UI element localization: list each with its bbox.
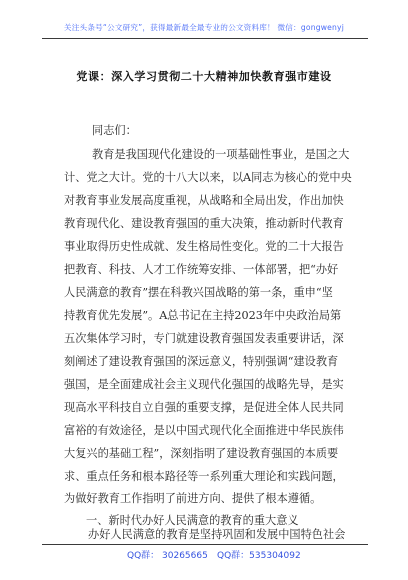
body-line: 持教育优先发展”。A总书记在主持2023年中央政治局第: [64, 309, 342, 322]
body-line: 计、党之大计。党的十八大以来，以A同志为核心的党中央: [64, 171, 352, 184]
section-heading: 一、新时代办好人民满意的教育的重大意义: [86, 514, 299, 527]
body-line: 为做好教育工作指明了前进方向、提供了根本遵循。: [64, 492, 322, 505]
body-line: 事业取得历史性成就、发生格局性变化。党的二十大报告: [64, 240, 344, 253]
body-line: 强国，是全面建成社会主义现代化强国的战略先导，是实: [64, 378, 344, 391]
qq-group-2: QQ群：535304092: [217, 551, 301, 561]
body-line: 五次集体学习时，专门就建设教育强国发表重要讲话，深: [64, 332, 344, 345]
body-line: 富裕的有效途径，是以中国式现代化全面推进中华民族伟: [64, 424, 344, 437]
promo-header: 关注头条号“公文研究”，获得最新最全最专业的公文资料库！ 微信：gongwenyj: [63, 23, 345, 32]
body-line: 教育是我国现代化建设的一项基础性事业，是国之大: [92, 148, 350, 161]
body-line: 刻阐述了建设教育强国的深远意义，特别强调“建设教育: [64, 355, 339, 368]
document-title: 党课：深入学习贯彻二十大精神加快教育强市建设: [76, 70, 332, 83]
body-line: 把教育、科技、人才工作统筹安排、一体部署，把“办好: [64, 263, 339, 276]
footer-divider: [42, 544, 368, 545]
body-line: 对教育事业发展高度重视，从战略和全局出发，作出加快: [64, 194, 344, 207]
body-line: 办好人民满意的教育是坚持巩固和发展中国特色社会: [88, 528, 346, 541]
body-line: 人民满意的教育”摆在科教兴国战略的第一条，重申“坚: [64, 286, 333, 299]
body-line: 求、重点任务和根本路径等一系列重大理论和实践问题，: [64, 470, 344, 483]
body-line: 现高水平科技自立自强的重要支撑，是促进全体人民共同: [64, 401, 344, 414]
body-line: 大复兴的基础工程”，深刻指明了建设教育强国的本质要: [64, 447, 339, 460]
body-line: 教育现代化、建设教育强国的重大决策，推动新时代教育: [64, 217, 344, 230]
salutation: 同志们：: [92, 124, 137, 137]
qq-group-1: QQ群： 30265665: [127, 551, 208, 561]
